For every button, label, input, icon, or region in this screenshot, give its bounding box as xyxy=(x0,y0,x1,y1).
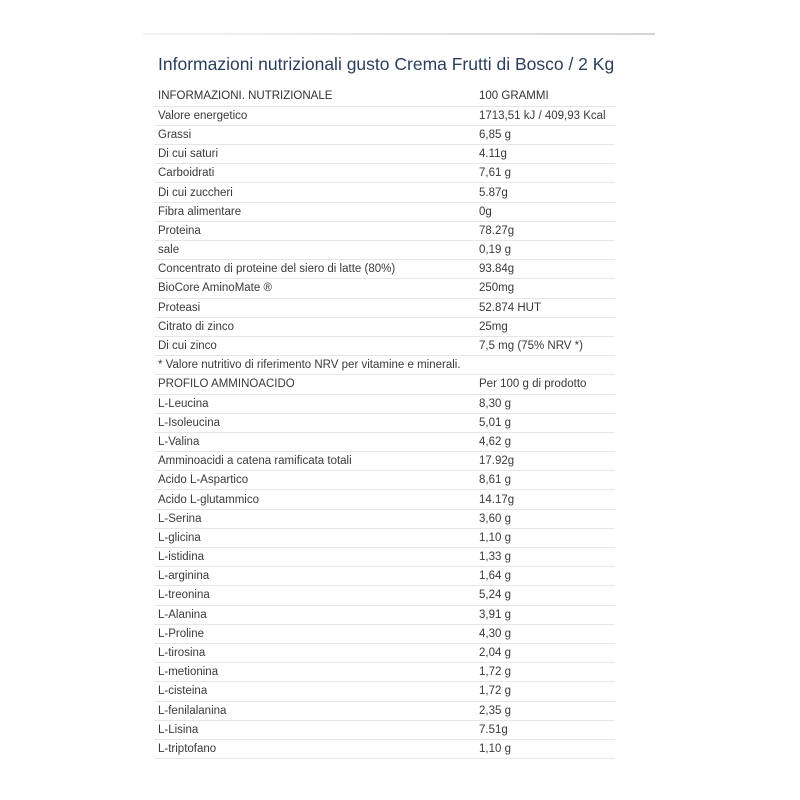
row-value: 14.17g xyxy=(477,490,615,509)
row-label: L-fenilalanina xyxy=(155,701,477,720)
row-value: 250mg xyxy=(477,279,615,298)
row-label: Proteina xyxy=(155,221,477,240)
row-label: L-arginina xyxy=(155,567,477,586)
nutrition-row xyxy=(155,241,615,260)
row-label: L-Valina xyxy=(155,432,477,451)
nutrition-row xyxy=(155,221,615,240)
nutrition-row xyxy=(155,317,615,336)
nutrition-header-label: INFORMAZIONI. NUTRIZIONALE xyxy=(155,87,477,106)
row-value: 25mg xyxy=(477,317,615,336)
row-label: Grassi xyxy=(155,125,477,144)
row-label: Di cui zinco xyxy=(155,336,477,355)
row-label: Concentrato di proteine del siero di latte (80%) xyxy=(155,260,477,279)
row-label: Acido L-Aspartico xyxy=(155,471,477,490)
amino-row xyxy=(155,701,615,720)
amino-row xyxy=(155,490,615,509)
row-value: 8,30 g xyxy=(477,394,615,413)
amino-row xyxy=(155,548,615,567)
row-label: Carboidrati xyxy=(155,164,477,183)
amino-row xyxy=(155,509,615,528)
top-divider xyxy=(143,33,655,35)
amino-row xyxy=(155,663,615,682)
nutrition-header-row xyxy=(155,87,615,106)
amino-row xyxy=(155,739,615,758)
amino-row xyxy=(155,413,615,432)
amino-row xyxy=(155,624,615,643)
amino-row xyxy=(155,452,615,471)
row-value: 4.11g xyxy=(477,145,615,164)
nutrition-row xyxy=(155,183,615,202)
row-value: 2,35 g xyxy=(477,701,615,720)
row-label: Acido L-glutammico xyxy=(155,490,477,509)
nutrition-row xyxy=(155,336,615,355)
row-value: 0g xyxy=(477,202,615,221)
row-value: 3,60 g xyxy=(477,509,615,528)
row-label: BioCore AminoMate ® xyxy=(155,279,477,298)
row-value: 1,64 g xyxy=(477,567,615,586)
amino-row xyxy=(155,432,615,451)
amino-row xyxy=(155,682,615,701)
row-label: L-cisteina xyxy=(155,682,477,701)
amino-row xyxy=(155,528,615,547)
nrv-footnote: * Valore nutritivo di riferimento NRV per vitamine e minerali. xyxy=(155,356,615,375)
nutrition-row xyxy=(155,260,615,279)
row-label: L-istidina xyxy=(155,548,477,567)
amino-row xyxy=(155,471,615,490)
row-label: PROFILO AMMINOACIDO xyxy=(155,375,477,394)
row-value: Per 100 g di prodotto xyxy=(477,375,615,394)
nutrition-row xyxy=(155,164,615,183)
row-value: 1,72 g xyxy=(477,663,615,682)
row-value: 4,30 g xyxy=(477,624,615,643)
row-label: L-Lisina xyxy=(155,720,477,739)
row-value: 5.87g xyxy=(477,183,615,202)
row-value: 5,24 g xyxy=(477,586,615,605)
row-label: L-glicina xyxy=(155,528,477,547)
nutrition-table-container xyxy=(155,87,615,759)
nrv-footnote-row xyxy=(155,356,615,375)
row-value: 3,91 g xyxy=(477,605,615,624)
row-value: 8,61 g xyxy=(477,471,615,490)
amino-row xyxy=(155,394,615,413)
row-value: 5,01 g xyxy=(477,413,615,432)
row-value: 17.92g xyxy=(477,452,615,471)
row-value: 1,33 g xyxy=(477,548,615,567)
row-label: L-Alanina xyxy=(155,605,477,624)
nutrition-row xyxy=(155,125,615,144)
row-label: Proteasi xyxy=(155,298,477,317)
row-value: 1713,51 kJ / 409,93 Kcal xyxy=(477,106,615,125)
row-value: 4,62 g xyxy=(477,432,615,451)
row-value: 6,85 g xyxy=(477,125,615,144)
nutrition-row xyxy=(155,106,615,125)
row-value: 7,5 mg (75% NRV *) xyxy=(477,336,615,355)
row-value: 7.51g xyxy=(477,720,615,739)
row-value: 2,04 g xyxy=(477,643,615,662)
row-label: L-tirosina xyxy=(155,643,477,662)
row-value: 1,72 g xyxy=(477,682,615,701)
row-value: 78.27g xyxy=(477,221,615,240)
nutrition-row xyxy=(155,279,615,298)
row-label: L-Isoleucina xyxy=(155,413,477,432)
nutrition-row xyxy=(155,145,615,164)
row-label: Fibra alimentare xyxy=(155,202,477,221)
amino-row xyxy=(155,605,615,624)
row-label: Amminoacidi a catena ramificata totali xyxy=(155,452,477,471)
row-value: 1,10 g xyxy=(477,528,615,547)
row-label: L-Serina xyxy=(155,509,477,528)
row-value: 7,61 g xyxy=(477,164,615,183)
amino-header-row xyxy=(155,375,615,394)
nutrition-row xyxy=(155,298,615,317)
nutrition-row xyxy=(155,202,615,221)
row-label: L-metionina xyxy=(155,663,477,682)
row-label: L-Proline xyxy=(155,624,477,643)
nutrition-header-value: 100 GRAMMI xyxy=(477,87,615,106)
amino-row xyxy=(155,643,615,662)
amino-row xyxy=(155,720,615,739)
row-value: 52.874 HUT xyxy=(477,298,615,317)
row-label: L-treonina xyxy=(155,586,477,605)
row-value: 1,10 g xyxy=(477,739,615,758)
row-label: Valore energetico xyxy=(155,106,477,125)
amino-row xyxy=(155,567,615,586)
row-label: L-triptofano xyxy=(155,739,477,758)
row-label: sale xyxy=(155,241,477,260)
row-label: Citrato di zinco xyxy=(155,317,477,336)
nutrition-table xyxy=(155,87,615,759)
row-value: 0,19 g xyxy=(477,241,615,260)
amino-row xyxy=(155,586,615,605)
row-label: Di cui zuccheri xyxy=(155,183,477,202)
nutrition-table-body xyxy=(155,87,615,759)
page-title: Informazioni nutrizionali gusto Crema Frutti di Bosco / 2 Kg xyxy=(158,54,615,74)
row-label: L-Leucina xyxy=(155,394,477,413)
row-label: Di cui saturi xyxy=(155,145,477,164)
row-value: 93.84g xyxy=(477,260,615,279)
